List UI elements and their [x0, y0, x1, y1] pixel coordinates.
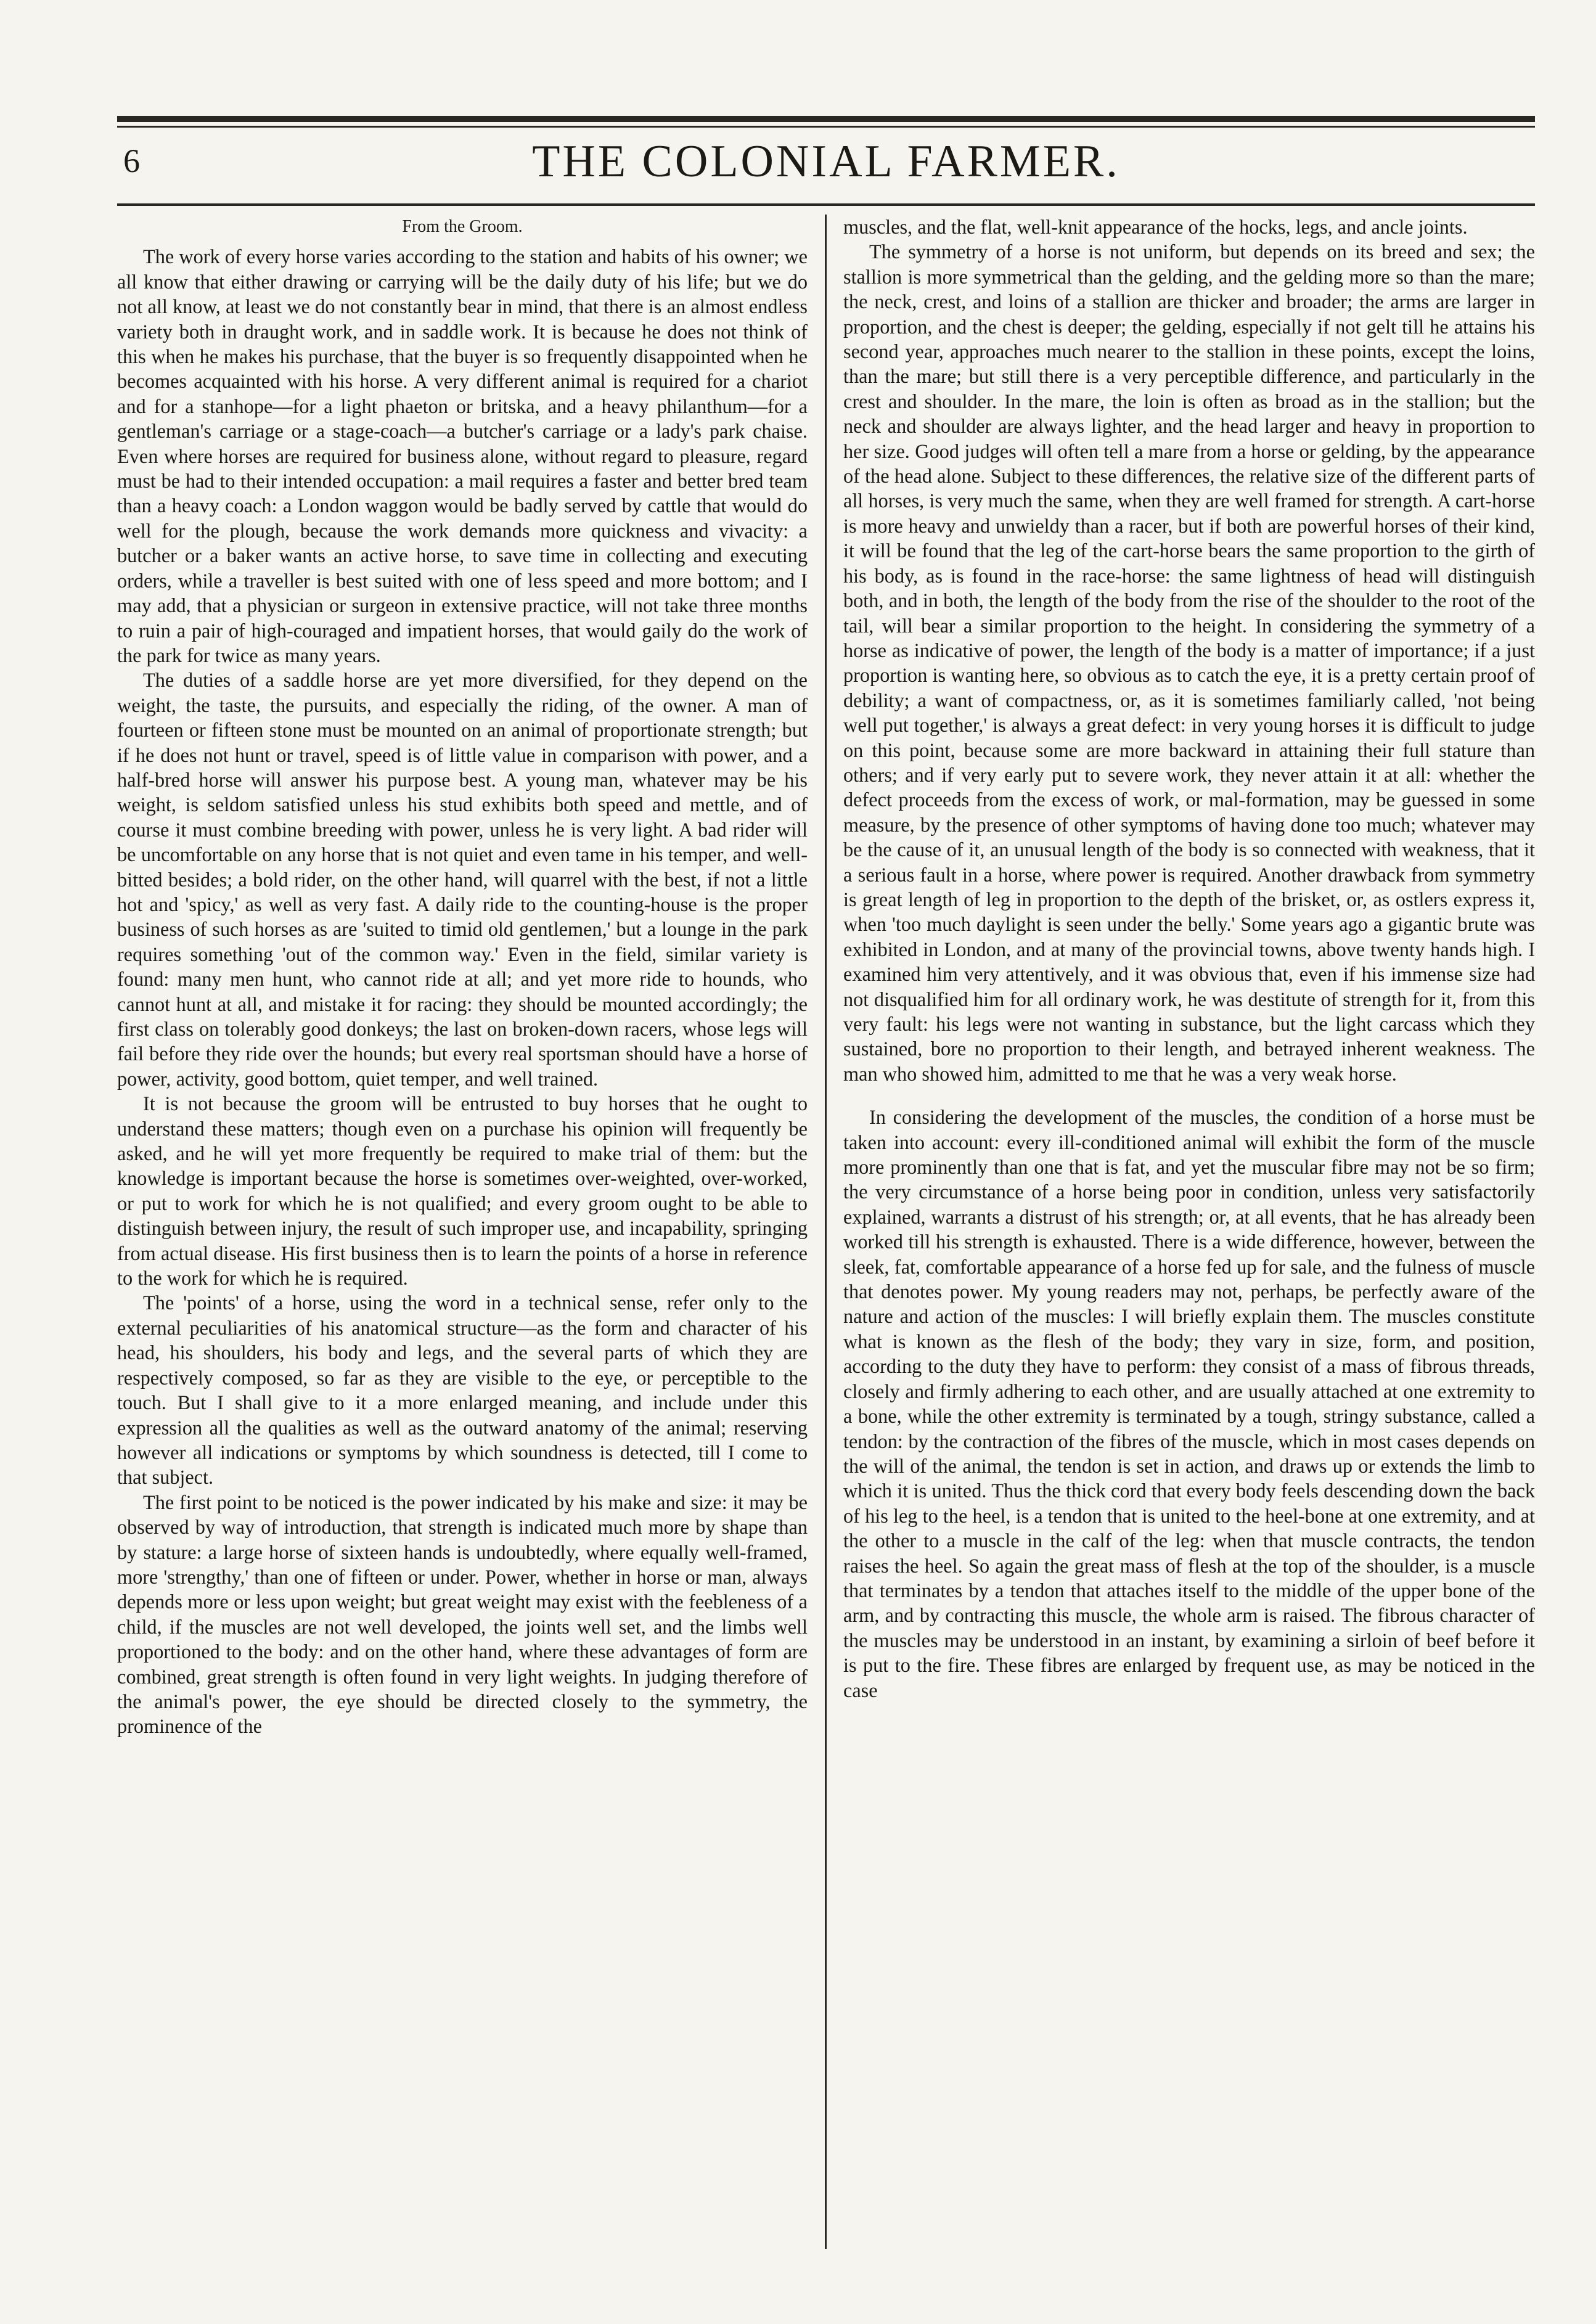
paragraph: The duties of a saddle horse are yet more diversified, for they depend on the weight, the taste, the pursuits, and especially the riding, of the owner. A man of fourteen or fifteen stone must be mounted on an animal of proportionate strength; but if he does not hunt or travel, speed is of little value in comparison with power, and a half-bred horse will answer his purpose best. A young man, whatever may be his weight, is seldom satisfied unless his stud exhibits both speed and mettle, and of course it must combine breeding with power, unless he is very light. A bad rider will be uncomfortable on any horse that is not quiet and even tame in his temper, and well-bitted besides; a bold rider, on the other hand, will quarrel with the best, if not a little hot and 'spicy,' as well as very fast. A daily ride to the counting-house is the proper business of such horses as are 'suited to timid old gentlemen,' but a lounge in the park requires something 'out of the common way.' Even in the field, similar variety is found: many men hunt, who cannot ride at all; and yet more ride to hounds, who cannot hunt at all, and mistake it for racing: they should be mounted accordingly; the first class on tolerably good donkeys; the last on broken-down racers, whose legs will fail before they ride over the hounds; but every real sportsman should have a horse of power, activity, good bottom, quiet temper, and well trained.: [117, 669, 808, 1090]
newspaper-page: [117, 105, 1535, 2262]
page-number: 6: [123, 142, 140, 179]
paragraph: It is not because the groom will be entrusted to buy horses that he ought to understand these matters; though even on a purchase his opinion will frequently be asked, and he will yet more frequently be required to make trial of them: but the knowledge is important because the horse is sometimes over-weighted, over-worked, or put to work for which he is not qualified; and every groom ought to be able to distinguish between injury, the result of such improper use, and incapability, springing from actual disease. His first business then is to learn the points of a horse in reference to the work for which he is required.: [117, 1092, 808, 1290]
column-divider: [825, 215, 827, 2249]
paragraph: muscles, and the flat, well-knit appearance of the hocks, legs, and ancle joints.: [843, 216, 1468, 238]
header-rule: [117, 203, 1535, 206]
right-column: [843, 215, 1535, 2249]
masthead-title: THE COLONIAL FARMER.: [532, 136, 1120, 187]
paragraph: In considering the development of the muscles, the condition of a horse must be taken into account: every ill-conditioned animal will exhibit the form of the muscle more prominently than one that is fat, and yet the muscular fibre may not be so firm; the very circumstance of a horse being poor in condition, unless very satisfactorily explained, warrants a distrust of his strength; or, at all events, that he has already been worked till his strength is exhausted. There is a wide difference, however, between the sleek, fat, comfortable appearance of a horse fed up for sale, and the fulness of muscle that denotes power. My young readers may not, perhaps, be perfectly aware of the nature and action of the muscles: I will briefly explain them. The muscles constitute what is known as the flesh of the body; they vary in size, form, and position, according to the duty they have to perform: they consist of a mass of fibrous threads, closely and firmly adhering to each other, and are usually attached at one extremity to a bone, while the other extremity is terminated by a tough, stringy substance, called a tendon: by the contraction of the fibres of the muscle, which in most cases depends on the will of the animal, the tendon is set in action, and draws up or extends the limb to which it is united. Thus the thick cord that every body feels descending down the back of his leg to the heel, is a tendon that is united to the heel-bone at one extremity, and at the other to a muscle in the calf of the leg: when that muscle contracts, the tendon raises the heel. So again the great mass of flesh at the top of the shoulder, is a muscle that terminates by a tendon that attaches itself to the middle of the upper bone of the arm, and by contracting this muscle, the whole arm is raised. The fibrous character of the muscles may be understood in an instant, by examining a sirloin of beef before it is put to the fire. These fibres are enlarged by frequent use, as may be noticed in the case: [843, 1106, 1535, 1701]
left-column: [117, 215, 808, 2249]
paragraph: The first point to be noticed is the power indicated by his make and size: it may be observed by way of introduction, that strength is indicated much more by shape than by stature: a large horse of sixteen hands is undoubtedly, where equally well-framed, more 'strengthy,' than one of fifteen or under. Power, whether in horse or man, always depends more or less upon weight; but great weight may exist with the feebleness of a child, if the muscles are not well developed, the joints well set, and the limbs well proportioned to the body: and on the other hand, where these advantages of form are combined, great strength is often found in very light weights. In judging therefore of the animal's power, the eye should be directed closely to the symmetry, the prominence of the: [117, 1491, 808, 1738]
article-source: From the Groom.: [402, 217, 523, 236]
top-rule-thin: [117, 126, 1535, 128]
paragraph: The 'points' of a horse, using the word in a technical sense, refer only to the external peculiarities of his anatomical structure—as the form and character of his head, his shoulders, his body and legs, and the several parts of which they are respectively composed, so far as they are visible to the eye, or perceptible to the touch. But I shall give to it a more enlarged meaning, and include under this expression all the qualities as well as the outward anatomy of the animal; reserving however all indications or symptoms by which soundness is detected, till I come to that subject.: [117, 1291, 808, 1489]
paragraph: The symmetry of a horse is not uniform, but depends on its breed and sex; the stallion is more symmetrical than the gelding, and the gelding more so than the mare; the neck, crest, and loins of a stallion are thicker and broader; the arms are larger in proportion, and the chest is deeper; the gelding, especially if not gelt till he attains his second year, approaches much nearer to the stallion in these points, except the loins, than the mare; but still there is a very perceptible difference, and particularly in the crest and shoulder. In the mare, the loin is often as broad as in the stallion; but the neck and shoulder are always lighter, and the head larger and heavy in proportion to her size. Good judges will often tell a mare from a horse or gelding, by the appearance of the head alone. Subject to these differences, the relative size of the different parts of all horses, is very much the same, when they are well framed for strength. A cart-horse is more heavy and unwieldy than a racer, but if both are powerful horses of their kind, it will be found that the leg of the cart-horse bears the same proportion to the girth of his body, as is found in the race-horse: the same lightness of head will distinguish both, and in both, the length of the body from the rise of the shoulder to the root of the tail, will bear a similar proportion to the height. In considering the symmetry of a horse as indicative of power, the length of the body is a matter of importance; if a just proportion is wanting here, so obvious as to catch the eye, it is a pretty certain proof of debility; a want of compactness, or, as it is sometimes familiarly called, 'not being well put together,' is always a great defect: in very young horses it is difficult to judge on this point, because some are more backward in attaining their full stature than others; and if very early put to severe work, they never attain it at all: whether the defect proceeds from the excess of work, or mal-formation, may be guessed in some measure, by the presence of other symptoms of having done too much; whatever may be the cause of it, an unusual length of the body is so connected with weakness, that it a serious fault in a horse, where power is required. Another drawback from symmetry is great length of leg in proportion to the depth of the brisket, or, as ostlers express it, when 'too much daylight is seen under the belly.' Some years ago a gigantic brute was exhibited in London, and at many of the provincial towns, above twenty hands high. I examined him very attentively, and it was obvious that, even if his immense size had not disqualified him for all ordinary work, he was destitute of strength for it, from this very fault: his legs were not wanting in substance, but the light carcass which they sustained, bore no proportion to their length, and betrayed inherent weakness. The man who showed him, admitted to me that he was a very weak horse.: [843, 240, 1535, 1085]
top-rule: [117, 116, 1535, 122]
paragraph: The work of every horse varies according to the station and habits of his owner; we all know that either drawing or carrying will be the daily duty of his life; but we do not all know, at least we do not constantly bear in mind, that there is an almost endless variety both in draught work, and in saddle work. It is because he does not think of this when he makes his purchase, that the buyer is so frequently disappointed when he becomes acquainted with his horse. A very different animal is required for a chariot and for a stanhope—for a light phaeton or britska, and a heavy philanthum—for a gentleman's carriage or a stage-coach—a butcher's carriage or a lady's park chaise. Even where horses are required for business alone, without regard to pleasure, regard must be had to their intended occupation: a mail requires a faster and better bred team than a heavy coach: a London waggon would be badly served by cattle that would do well for the plough, because the work demands more quickness and vivacity: a butcher or a baker wants an active horse, to save time in collecting and executing orders, while a traveller is best suited with one of less speed and more bottom; and I may add, that a physician or surgeon in extensive practice, will not take three months to ruin a pair of high-couraged and impatient horses, that would gaily do the work of the park for twice as many years.: [117, 245, 808, 666]
